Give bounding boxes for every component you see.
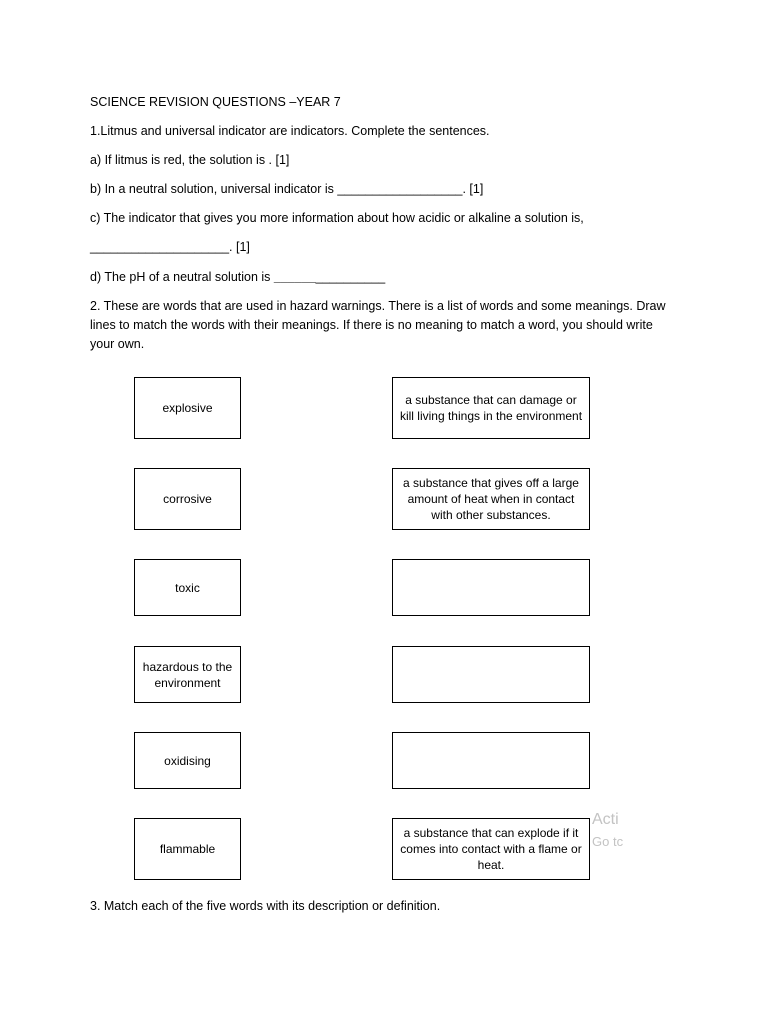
question-3-intro: 3. Match each of the five words with its description or definition. <box>90 899 441 913</box>
word-box-corrosive: corrosive <box>134 468 241 530</box>
question-1d <box>90 268 385 286</box>
meaning-box-5-blank <box>392 732 590 789</box>
word-box-hazardous-to-environment: hazardous to the environment <box>134 646 241 703</box>
meaning-box-1: a substance that can damage or kill living things in the environment <box>392 377 590 439</box>
meaning-box-3-blank <box>392 559 590 616</box>
activation-watermark-line1: Acti <box>592 811 619 828</box>
meaning-box-4-blank <box>392 646 590 703</box>
meaning-box-2: a substance that gives off a large amount of heat when in contact with other substances. <box>392 468 590 530</box>
word-box-flammable: flammable <box>134 818 241 880</box>
question-1d-prefix: d) The pH of a neutral solution is <box>90 270 274 284</box>
question-1c-line1: c) The indicator that gives you more information about how acidic or alkaline a solution is, <box>90 211 584 225</box>
word-box-oxidising: oxidising <box>134 732 241 789</box>
activation-watermark-line2: Go tc <box>592 834 624 849</box>
question-1c-line2: ____________________. [1] <box>90 240 250 254</box>
worksheet-title: SCIENCE REVISION QUESTIONS –YEAR 7 <box>90 95 341 109</box>
meaning-box-6: a substance that can explode if it comes into contact with a flame or heat. <box>392 818 590 880</box>
question-1b: b) In a neutral solution, universal indicator is __________________. [1] <box>90 182 484 196</box>
question-1d-blank: __________ <box>315 270 386 284</box>
question-1d-filled-blank: ______ <box>273 270 316 284</box>
question-1a: a) If litmus is red, the solution is . [1] <box>90 153 290 167</box>
word-box-explosive: explosive <box>134 377 241 439</box>
word-box-toxic: toxic <box>134 559 241 616</box>
question-1-intro: 1.Litmus and universal indicator are indicators. Complete the sentences. <box>90 124 490 138</box>
question-2-intro: 2. These are words that are used in hazard warnings. There is a list of words and some meanings. Draw lines to match the words with their meanings. If there is no meaning to match a word, you should write your own. <box>90 299 666 351</box>
